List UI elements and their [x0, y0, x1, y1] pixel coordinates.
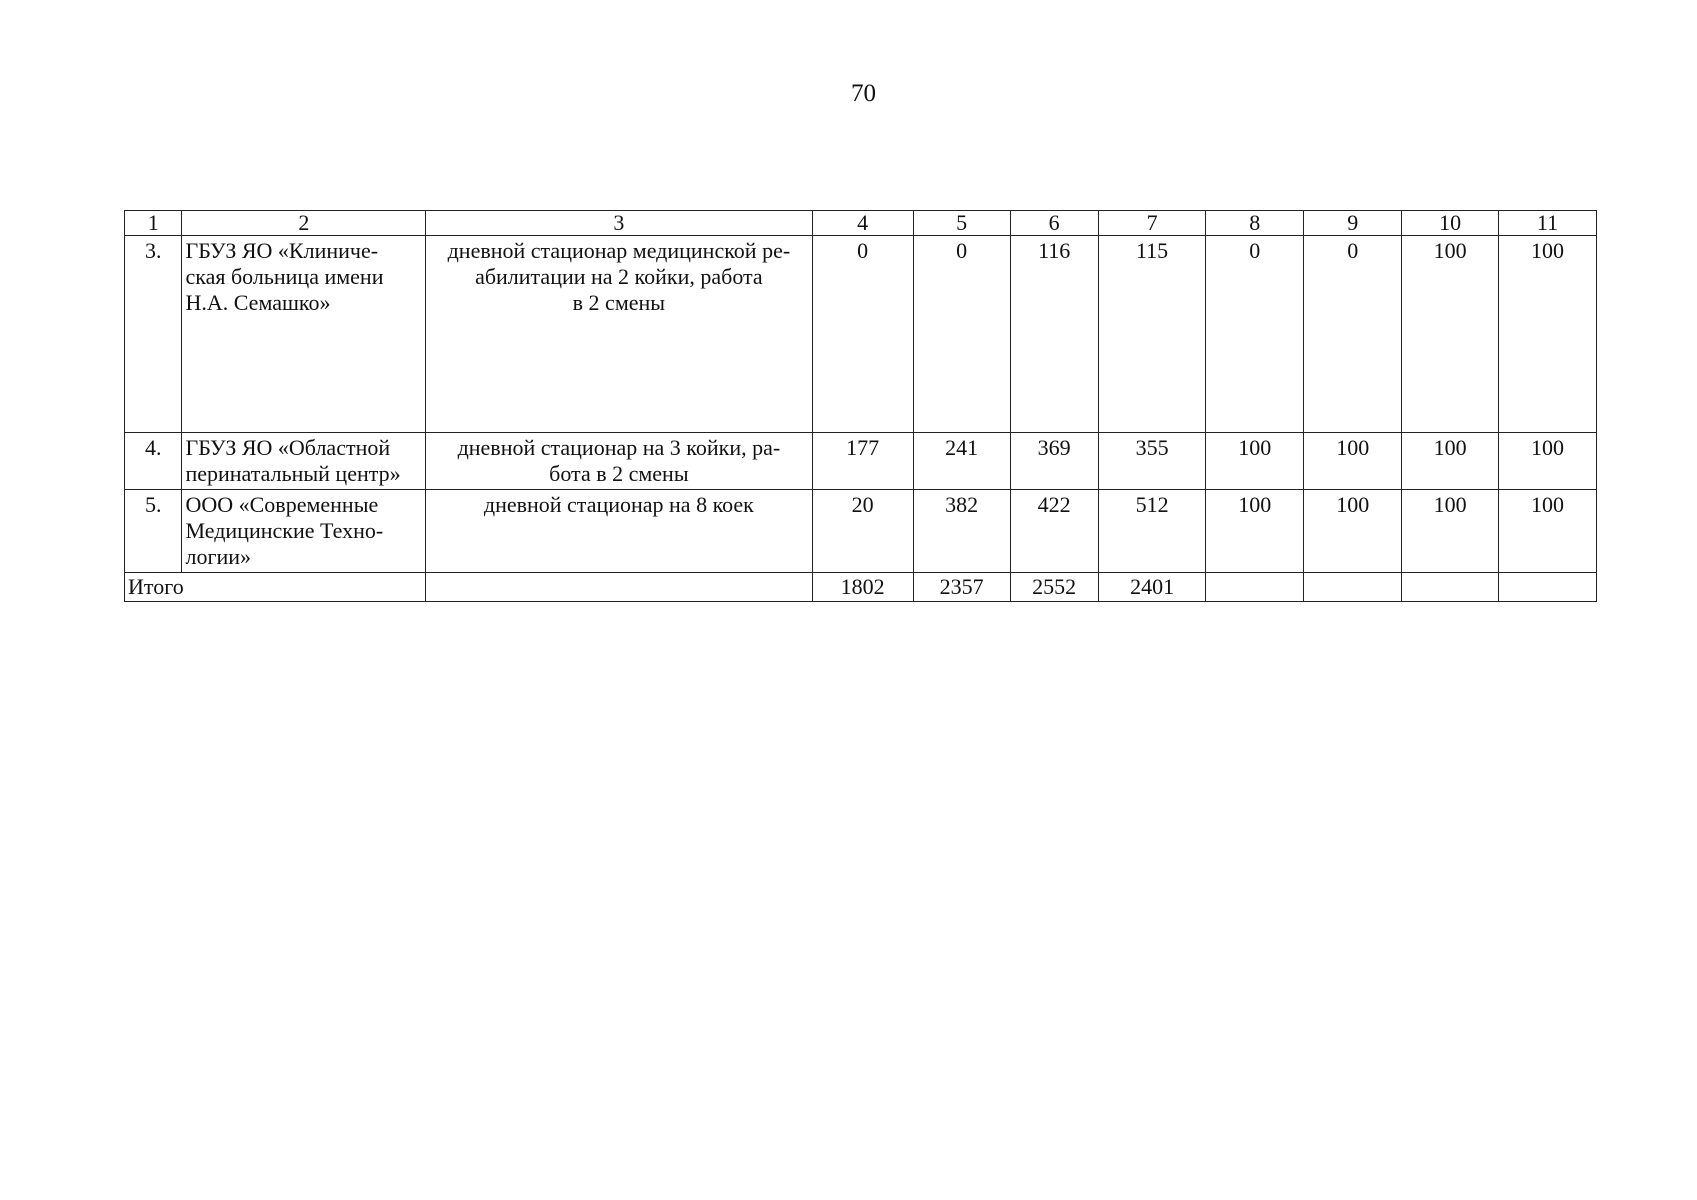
row-number-cell: 5. [125, 490, 182, 573]
table-row [125, 433, 1597, 490]
value-cell: 100 [1498, 490, 1596, 573]
column-header: 2 [182, 211, 426, 236]
organization-line: ГБУЗ ЯО «Областной [185, 435, 391, 460]
total-value-cell: 2357 [913, 573, 1010, 602]
total-value-cell [1206, 573, 1304, 602]
column-header: 4 [812, 211, 913, 236]
row-number-cell: 3. [125, 236, 182, 433]
value-cell: 100 [1402, 236, 1499, 433]
description-line: абилитации на 2 койки, работа [475, 264, 763, 289]
value-cell: 355 [1098, 433, 1205, 490]
organization-line: логии» [185, 544, 252, 569]
data-table [124, 210, 1597, 602]
value-cell: 0 [1304, 236, 1402, 433]
total-value-cell: 2401 [1098, 573, 1205, 602]
column-header: 10 [1402, 211, 1499, 236]
total-value-cell [1498, 573, 1596, 602]
column-header: 11 [1498, 211, 1596, 236]
description-cell [426, 433, 812, 490]
organization-cell [182, 490, 426, 573]
total-label: Итого [125, 573, 426, 602]
organization-line: ГБУЗ ЯО «Клиниче- [185, 238, 379, 263]
value-cell: 0 [812, 236, 913, 433]
value-cell: 369 [1010, 433, 1098, 490]
organization-cell [182, 433, 426, 490]
value-cell: 100 [1402, 490, 1499, 573]
organization-line: Н.А. Семашко» [185, 290, 331, 315]
table-row [125, 236, 1597, 433]
value-cell: 0 [1206, 236, 1304, 433]
description-cell [426, 490, 812, 573]
empty-cell [426, 573, 812, 602]
column-header: 3 [426, 211, 812, 236]
total-value-cell [1402, 573, 1499, 602]
organization-line: перинатальный центр» [185, 461, 401, 486]
column-header: 6 [1010, 211, 1098, 236]
value-cell: 100 [1304, 433, 1402, 490]
value-cell: 100 [1402, 433, 1499, 490]
description-line: дневной стационар на 8 коек [483, 492, 754, 517]
organization-line: Медицинские Техно- [185, 518, 384, 543]
total-value-cell [1304, 573, 1402, 602]
column-number-row [125, 211, 1597, 236]
description-line: в 2 смены [572, 290, 666, 315]
page-number: 70 [851, 80, 876, 107]
value-cell: 100 [1206, 490, 1304, 573]
value-cell: 422 [1010, 490, 1098, 573]
total-row [125, 573, 1597, 602]
description-line: дневной стационар медицинской ре- [447, 238, 791, 263]
value-cell: 512 [1098, 490, 1205, 573]
description-line: бота в 2 смены [549, 461, 689, 486]
description-cell [426, 236, 812, 433]
column-header: 8 [1206, 211, 1304, 236]
organization-line: ская больница имени [185, 264, 384, 289]
organization-cell [182, 236, 426, 433]
value-cell: 100 [1206, 433, 1304, 490]
value-cell: 100 [1498, 236, 1596, 433]
organization-line: ООО «Современные [185, 492, 379, 517]
value-cell: 177 [812, 433, 913, 490]
value-cell: 382 [913, 490, 1010, 573]
column-header: 7 [1098, 211, 1205, 236]
value-cell: 100 [1304, 490, 1402, 573]
column-header: 1 [125, 211, 182, 236]
column-header: 9 [1304, 211, 1402, 236]
total-value-cell: 2552 [1010, 573, 1098, 602]
total-value-cell: 1802 [812, 573, 913, 602]
value-cell: 20 [812, 490, 913, 573]
table-row [125, 490, 1597, 573]
column-header: 5 [913, 211, 1010, 236]
value-cell: 100 [1498, 433, 1596, 490]
description-line: дневной стационар на 3 койки, ра- [457, 435, 781, 460]
value-cell: 0 [913, 236, 1010, 433]
value-cell: 116 [1010, 236, 1098, 433]
row-number-cell: 4. [125, 433, 182, 490]
value-cell: 241 [913, 433, 1010, 490]
value-cell: 115 [1098, 236, 1205, 433]
